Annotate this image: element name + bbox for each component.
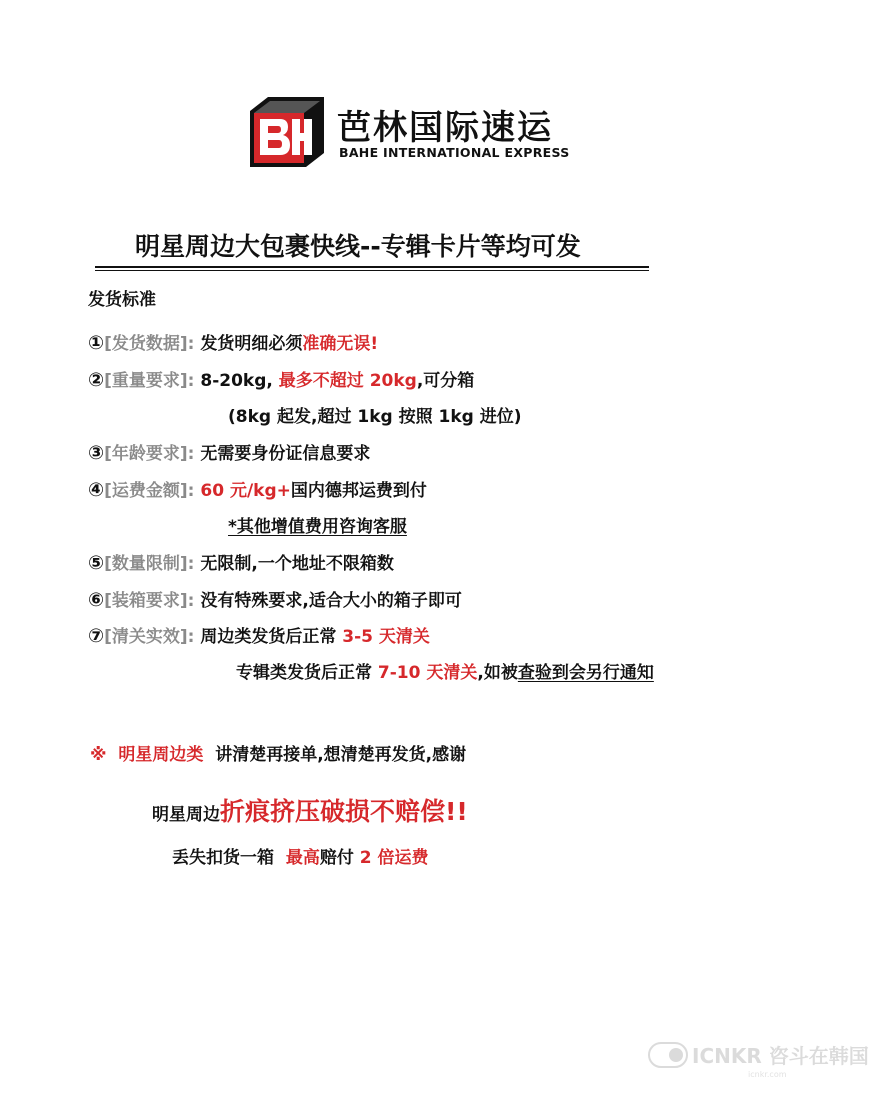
item-tag: [清关实效]: [104, 627, 188, 647]
item-number: ⑦: [88, 625, 105, 647]
item-4-continuation: *其他增值费用咨询客服: [228, 517, 407, 537]
item-number: ⑥: [88, 589, 105, 611]
notice-line: [90, 740, 466, 765]
watermark-url: icnkr.com: [748, 1070, 787, 1079]
item-tag: [数量限制]: [104, 554, 188, 574]
item-2-continuation: (8kg 起发,超过 1kg 按照 1kg 进位): [228, 407, 522, 427]
watermark: [648, 1040, 869, 1084]
notice-mark: ※: [90, 745, 107, 765]
item-6: ⑥[装箱要求]: 没有特殊要求,适合大小的箱子即可: [88, 589, 462, 611]
loss-compensation: 丢失扣货一箱 最高赔付 2 倍运费: [172, 848, 429, 868]
notice-highlight: 明星周边类: [118, 745, 204, 765]
section-label: 发货标准: [88, 290, 156, 310]
item-tag: [装箱要求]: [104, 591, 188, 611]
logo-english-name: BAHE INTERNATIONAL EXPRESS: [339, 145, 570, 160]
watermark-logo-icon: [648, 1042, 688, 1068]
damage-warning-highlight: 折痕挤压破损不赔偿!!: [220, 797, 468, 826]
item-tag: [重量要求]: [104, 371, 188, 391]
bh-logo-mark-icon: [250, 97, 324, 167]
item-tag: [发货数据]: [104, 334, 188, 354]
item-1: ①[发货数据]: 发货明细必须准确无误!: [88, 332, 379, 354]
item-number: ④: [88, 479, 105, 501]
item-tag: [年龄要求]: [104, 444, 188, 464]
item-5: ⑤[数量限制]: 无限制,一个地址不限箱数: [88, 552, 394, 574]
item-7-continuation: 专辑类发货后正常 7-10 天清关,如被查验到会另行通知: [236, 663, 654, 683]
item-number: ②: [88, 369, 105, 391]
item-3: ③[年龄要求]: 无需要身份证信息要求: [88, 442, 371, 464]
item-7: ⑦[清关实效]: 周边类发货后正常 3-5 天清关: [88, 625, 430, 647]
item-number: ⑤: [88, 552, 105, 574]
company-logo: [250, 97, 570, 167]
item-2: ②[重量要求]: 8-20kg, 最多不超过 20kg,可分箱: [88, 369, 475, 391]
damage-warning: 明星周边折痕挤压破损不赔偿!!: [152, 797, 468, 826]
logo-chinese-name: 芭林国际速运: [337, 108, 553, 148]
item-4: ④[运费金额]: 60 元/kg+国内德邦运费到付: [88, 479, 427, 501]
item-number: ③: [88, 442, 105, 464]
notice-text: 讲清楚再接单,想清楚再发货,感谢: [215, 745, 467, 765]
item-number: ①: [88, 332, 105, 354]
page-title: 明星周边大包裹快线--专辑卡片等均可发: [95, 228, 649, 268]
item-tag: [运费金额]: [104, 481, 188, 501]
watermark-text: ICNKR 咨斗在韩国: [692, 1044, 869, 1068]
